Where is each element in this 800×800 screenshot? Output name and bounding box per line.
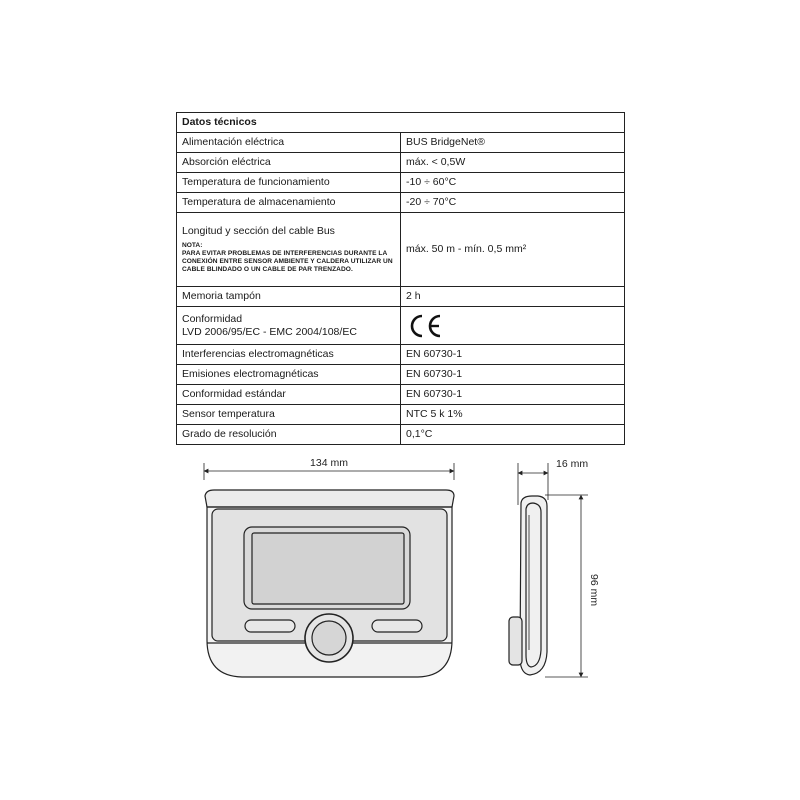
conformity-sublabel: LVD 2006/95/EC - EMC 2004/108/EC: [182, 325, 357, 338]
row-label: Absorción eléctrica: [177, 153, 401, 173]
row-value: EN 60730-1: [401, 385, 625, 405]
note-text: PARA EVITAR PROBLEMAS DE INTERFERENCIAS DURANTE LA CONEXIÓN ENTRE SENSOR AMBIENTE Y CALDERA UTILIZAR UN CABLE BLINDADO O UN CABLE DE PAR TRENZADO.: [182, 250, 393, 274]
row-label: Conformidad estándar: [177, 385, 401, 405]
table-title: Datos técnicos: [177, 113, 625, 133]
cable-value: máx. 50 m - mín. 0,5 mm²: [401, 213, 625, 287]
row-value: máx. < 0,5W: [401, 153, 625, 173]
row-label: Sensor temperatura: [177, 405, 401, 425]
side-view: [509, 463, 588, 677]
height-dimension-label: 96 mm: [588, 574, 600, 607]
row-label: Memoria tampón: [177, 287, 401, 307]
row-value: -20 ÷ 70°C: [401, 193, 625, 213]
row-label: Alimentación eléctrica: [177, 133, 401, 153]
row-label: Interferencias electromagnéticas: [177, 345, 401, 365]
row-value: -10 ÷ 60°C: [401, 173, 625, 193]
depth-dimension-label: 16 mm: [556, 458, 589, 470]
cable-label: Longitud y sección del cable Bus: [182, 224, 335, 237]
row-value: EN 60730-1: [401, 365, 625, 385]
row-value: 2 h: [401, 287, 625, 307]
row-label: Temperatura de funcionamiento: [177, 173, 401, 193]
width-dimension-label: 134 mm: [310, 457, 348, 469]
row-label: Grado de resolución: [177, 425, 401, 445]
row-value: EN 60730-1: [401, 345, 625, 365]
conformity-label: Conformidad: [182, 312, 243, 325]
front-view: [204, 463, 454, 677]
row-value: BUS BridgeNet®: [401, 133, 625, 153]
row-label: Emisiones electromagnéticas: [177, 365, 401, 385]
note-label: NOTA:: [182, 242, 203, 250]
row-value: NTC 5 k 1%: [401, 405, 625, 425]
row-label: Temperatura de almacenamiento: [177, 193, 401, 213]
row-value: 0,1°C: [401, 425, 625, 445]
